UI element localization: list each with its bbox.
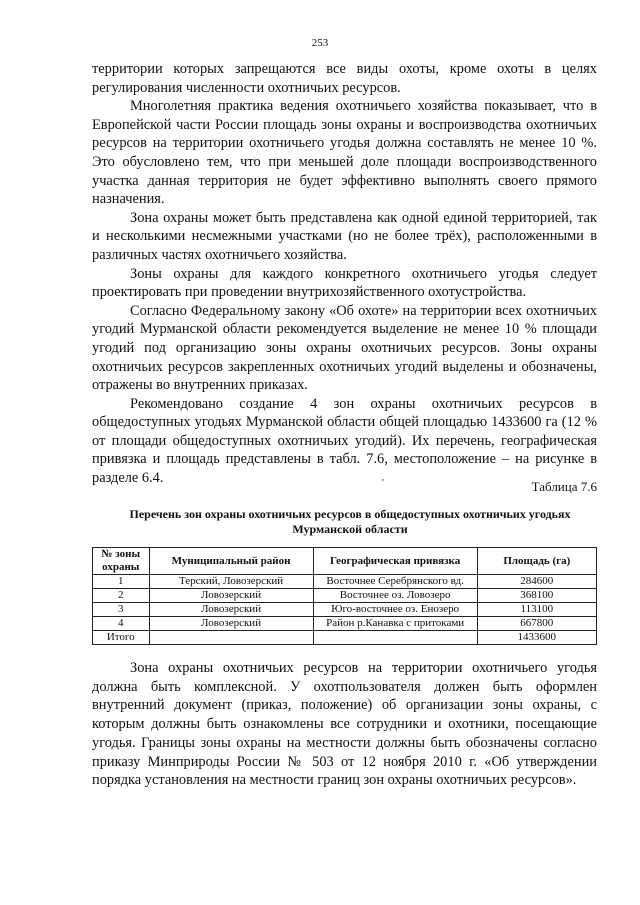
cell-total-label: Итого: [93, 631, 150, 645]
header-district: Муниципальный район: [149, 548, 313, 575]
stray-mark: ': [382, 478, 384, 489]
table-row: [93, 617, 597, 631]
page-number: 253: [311, 37, 329, 49]
cell-area: 113100: [477, 603, 596, 617]
table-title: Перечень зон охраны охотничьих ресурсов в общедоступных охотничьих угодьях Мурманской области: [129, 507, 571, 536]
paragraph: Зона охраны охотничьих ресурсов на территории охотничьего угодья должна быть комплексной. У охотпользователя должен быть оформлен внутренний документ (приказ, положение) об организации зоны охраны, с которым должны быть ознакомлены все сотрудники и охотники, посещающие угодья. Границы зоны охраны на местности должны быть обозначены согласно приказу Минприроды России № 503 от 12 ноября 2010 г. «Об утверждении порядка установления на местности границ зон охраны охотничьих ресурсов».: [92, 660, 597, 789]
cell-district: Терский, Ловозерский: [149, 575, 313, 589]
paragraph: территории которых запрещаются все виды охоты, кроме охоты в целях регулирования численности охотничьих ресурсов.: [92, 61, 597, 96]
paragraph: Рекомендовано создание 4 зон охраны охотничьих ресурсов в общедоступных угодьях Мурманской области общей площадью 1433600 га (12 % от площади общедоступных охотничьих угодий). Их перечень, географическая привязка и площадь представлены в табл. 7.6, местоположение – на рисунке в разделе 6.4.: [92, 395, 597, 487]
cell-empty: [313, 631, 477, 645]
cell-empty: [149, 631, 313, 645]
cell-zone-number: 4: [93, 617, 150, 631]
cell-district: Ловозерский: [149, 589, 313, 603]
body-text-after-table: [92, 659, 597, 790]
paragraph: Зона охраны может быть представлена как одной единой территорией, так и несколькими несмежными участками (но не более трёх), расположенными в различных частях охотничьего хозяйства.: [92, 209, 597, 263]
cell-zone-number: 3: [93, 603, 150, 617]
header-area: Площадь (га): [477, 548, 596, 575]
paragraph: Многолетняя практика ведения охотничьего хозяйства показывает, что в Европейской части России площадь зоны охраны и воспроизводства охотничьих ресурсов на территории охотничьего угодья должна составлять не менее 10 %. Это обусловлено тем, что при меньшей доле площади воспроизводственного участка данная территория не будет эффективно выполнять своего прямого назначения.: [92, 98, 597, 208]
paragraph: Согласно Федеральному закону «Об охоте» на территории всех охотничьих угодий Мурманской области рекомендуется выделение не менее 10 % площади угодий под организацию зоны охраны охотничьих ресурсов. Зоны охраны охотничьих ресурсов закрепленных охотничьих угодий выделены и обозначены, отражены во внутренних приказах.: [92, 302, 597, 394]
cell-area: 284600: [477, 575, 596, 589]
cell-district: Ловозерский: [149, 603, 313, 617]
cell-area: 667800: [477, 617, 596, 631]
paragraph: Зоны охраны для каждого конкретного охотничьего угодья следует проектировать при проведении внутрихозяйственного охотустройства.: [92, 265, 597, 301]
cell-district: Ловозерский: [149, 617, 313, 631]
cell-geo-reference: Юго-восточнее оз. Енозеро: [313, 603, 477, 617]
header-geo-reference: Географическая привязка: [313, 548, 477, 575]
table-row: [93, 575, 597, 589]
header-zone-number: № зоны охраны: [93, 548, 150, 575]
body-text: [92, 60, 597, 488]
cell-zone-number: 2: [93, 589, 150, 603]
table-header-row: [93, 548, 597, 575]
cell-geo-reference: Восточнее Серебрянского вд.: [313, 575, 477, 589]
cell-area: 368100: [477, 589, 596, 603]
cell-geo-reference: Район р.Канавка с притоками: [313, 617, 477, 631]
table-total-row: [93, 631, 597, 645]
cell-zone-number: 1: [93, 575, 150, 589]
cell-geo-reference: Восточнее оз. Ловозеро: [313, 589, 477, 603]
table-caption: Таблица 7.6: [531, 479, 597, 494]
zones-table: [92, 547, 597, 645]
table-row: [93, 603, 597, 617]
cell-total-value: 1433600: [477, 631, 596, 645]
table-row: [93, 589, 597, 603]
